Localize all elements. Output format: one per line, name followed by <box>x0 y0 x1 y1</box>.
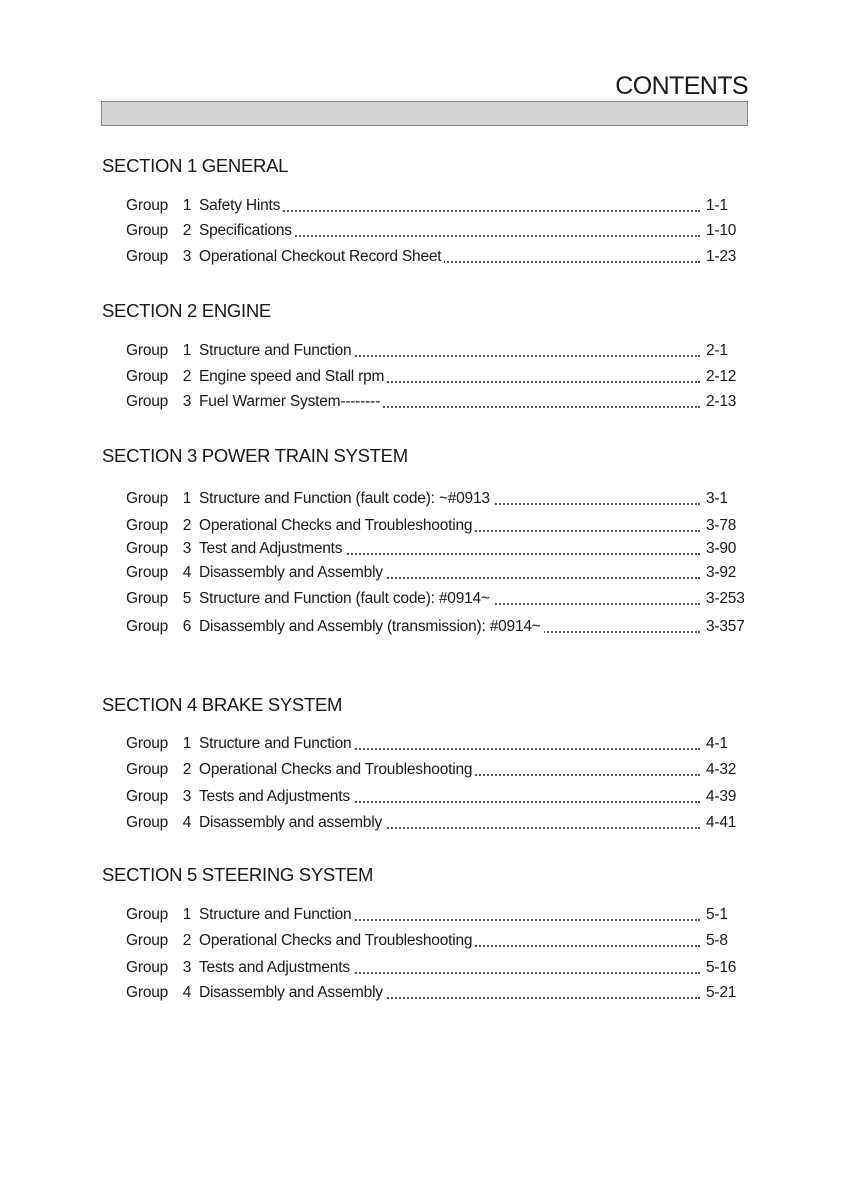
page-number: 5-1 <box>703 906 728 924</box>
toc-row[interactable] <box>126 540 746 562</box>
page-number: 3-253 <box>703 590 745 608</box>
title-bar <box>101 101 748 126</box>
group-number: 5 <box>182 590 192 607</box>
entry-title: Disassembly and assembly <box>199 814 385 832</box>
toc-row[interactable] <box>126 906 746 928</box>
entry-title: Structure and Function <box>199 342 354 360</box>
toc-row[interactable] <box>126 393 746 415</box>
group-label: Group <box>126 490 169 507</box>
group-label: Group <box>126 393 169 410</box>
group-number: 2 <box>182 517 192 534</box>
group-number: 4 <box>182 984 192 1001</box>
entry-title: Disassembly and Assembly (transmission): #0914~ <box>199 618 544 636</box>
group-label: Group <box>126 342 169 359</box>
toc-row[interactable] <box>126 761 746 783</box>
group-number: 2 <box>182 222 192 239</box>
group-number: 1 <box>182 490 192 507</box>
group-number: 4 <box>182 564 192 581</box>
toc-row[interactable] <box>126 788 746 810</box>
toc-row[interactable] <box>126 368 746 390</box>
toc-row[interactable] <box>126 222 746 244</box>
group-label: Group <box>126 932 169 949</box>
entry-title: Test and Adjustments <box>199 540 345 558</box>
entry-title: Operational Checkout Record Sheet <box>199 248 444 266</box>
toc-row[interactable] <box>126 984 746 1006</box>
group-label: Group <box>126 222 169 239</box>
page-number: 2-1 <box>703 342 728 360</box>
page-number: 2-12 <box>703 368 736 386</box>
page-number: 4-1 <box>703 735 728 753</box>
entry-title: Tests and Adjustments <box>199 959 353 977</box>
entry-title: Structure and Function (fault code): ~#0913 <box>199 490 493 508</box>
toc-row[interactable] <box>126 248 746 270</box>
group-label: Group <box>126 368 169 385</box>
group-label: Group <box>126 590 169 607</box>
toc-row[interactable] <box>126 590 746 612</box>
page-number: 4-32 <box>703 761 736 779</box>
toc-row[interactable] <box>126 342 746 364</box>
toc-row[interactable] <box>126 197 746 219</box>
entry-title: Engine speed and Stall rpm <box>199 368 387 386</box>
group-number: 2 <box>182 761 192 778</box>
toc-row[interactable] <box>126 517 746 539</box>
dot-leader <box>276 210 700 212</box>
page-number: 4-41 <box>703 814 736 832</box>
group-label: Group <box>126 517 169 534</box>
group-label: Group <box>126 735 169 752</box>
group-label: Group <box>126 984 169 1001</box>
page-number: 1-23 <box>703 248 736 266</box>
group-number: 3 <box>182 788 192 805</box>
group-label: Group <box>126 906 169 923</box>
section-heading-steering: SECTION 5 STEERING SYSTEM <box>102 864 374 885</box>
section-heading-engine: SECTION 2 ENGINE <box>102 300 271 321</box>
group-number: 1 <box>182 735 192 752</box>
group-number: 2 <box>182 368 192 385</box>
section-heading-power-train: SECTION 3 POWER TRAIN SYSTEM <box>102 445 408 466</box>
page-number: 3-1 <box>703 490 728 508</box>
page-number: 5-8 <box>703 932 728 950</box>
page-number: 3-90 <box>703 540 736 558</box>
page-number: 1-10 <box>703 222 736 240</box>
group-number: 1 <box>182 342 192 359</box>
toc-row[interactable] <box>126 564 746 586</box>
entry-title: Structure and Function <box>199 735 354 753</box>
group-number: 3 <box>182 393 192 410</box>
entry-title: Operational Checks and Troubleshooting <box>199 932 475 950</box>
group-number: 1 <box>182 197 192 214</box>
page-number: 3-357 <box>703 618 745 636</box>
group-label: Group <box>126 197 169 214</box>
group-number: 4 <box>182 814 192 831</box>
page-number: 1-1 <box>703 197 728 215</box>
entry-title: Tests and Adjustments <box>199 788 353 806</box>
toc-row[interactable] <box>126 959 746 981</box>
dot-leader <box>276 235 700 237</box>
section-heading-general: SECTION 1 GENERAL <box>102 155 289 176</box>
page-number: 3-78 <box>703 517 736 535</box>
entry-title: Operational Checks and Troubleshooting <box>199 517 475 535</box>
group-number: 1 <box>182 906 192 923</box>
entry-title: Safety Hints <box>199 197 283 215</box>
toc-row[interactable] <box>126 618 746 640</box>
group-label: Group <box>126 814 169 831</box>
group-number: 3 <box>182 959 192 976</box>
group-number: 3 <box>182 248 192 265</box>
entry-title: Structure and Function (fault code): #0914~ <box>199 590 493 608</box>
entry-title: Structure and Function <box>199 906 354 924</box>
entry-title: Specifications <box>199 222 295 240</box>
group-number: 6 <box>182 618 192 635</box>
toc-row[interactable] <box>126 490 746 512</box>
page-number: 5-16 <box>703 959 736 977</box>
page-number: 3-92 <box>703 564 736 582</box>
group-label: Group <box>126 788 169 805</box>
group-label: Group <box>126 540 169 557</box>
page-number: 5-21 <box>703 984 736 1002</box>
section-heading-brake: SECTION 4 BRAKE SYSTEM <box>102 694 343 715</box>
group-number: 3 <box>182 540 192 557</box>
toc-row[interactable] <box>126 814 746 836</box>
page-number: 2-13 <box>703 393 736 411</box>
group-label: Group <box>126 959 169 976</box>
group-label: Group <box>126 761 169 778</box>
entry-title: Disassembly and Assembly <box>199 984 386 1002</box>
entry-title: Operational Checks and Troubleshooting <box>199 761 475 779</box>
group-label: Group <box>126 248 169 265</box>
page-number: 4-39 <box>703 788 736 806</box>
toc-row[interactable] <box>126 932 746 954</box>
group-label: Group <box>126 564 169 581</box>
entry-title: Disassembly and Assembly <box>199 564 386 582</box>
group-number: 2 <box>182 932 192 949</box>
entry-title: Fuel Warmer System-------- <box>199 393 383 411</box>
toc-row[interactable] <box>126 735 746 757</box>
page-title: CONTENTS <box>615 72 748 100</box>
group-label: Group <box>126 618 169 635</box>
